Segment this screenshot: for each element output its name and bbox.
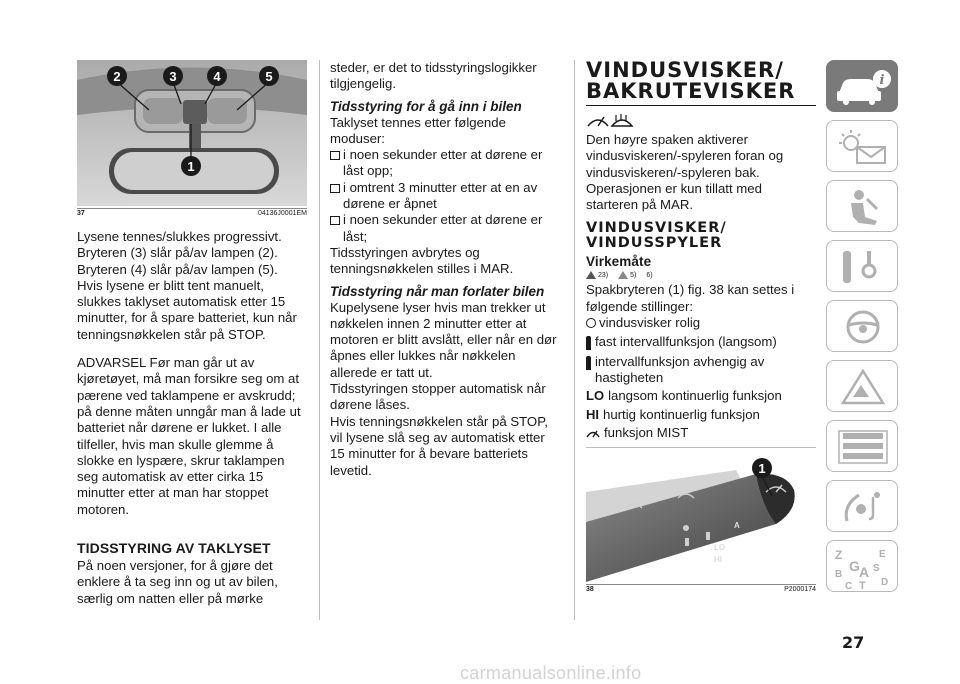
title-rule <box>586 105 816 106</box>
section-heading: VINDUSSPYLER <box>586 235 723 252</box>
watermark: carmanualsonline.info <box>460 663 642 683</box>
figure-37 <box>77 60 307 206</box>
speed-dependent-interval-icon <box>586 356 591 370</box>
index-icon <box>833 547 893 591</box>
service-wrench-icon <box>833 427 893 467</box>
nav-tab-dashboard[interactable] <box>826 120 898 172</box>
warning-triangle-icon <box>833 367 893 407</box>
position-text: intervallfunksjon avhengig av hastigheten <box>595 353 765 385</box>
svg-text:E: E <box>879 549 886 560</box>
warning-paragraph: ADVARSEL Før man går ut av kjøretøyet, må man forsikre seg om at pærene ved taklampene er avskrudd; på denne måten unngår man å lade ut batteriet når dørene er lukket. I alle tilfeller, hvis man skulle glemme å slokke en lyspære, skrur taklampen seg automatisk av etter cirka 15 minutter etter at man har stoppet motoren. <box>77 355 301 517</box>
rear-view-mirror-illustration <box>77 60 307 206</box>
position-text: vindusvisker rolig <box>599 315 701 331</box>
position-item <box>586 388 816 404</box>
stalk-label-hi: HI <box>714 555 722 565</box>
warning-references <box>586 271 816 279</box>
position-item <box>586 407 816 423</box>
paragraph: Bryteren (4) slår på/av lampen (5). <box>77 261 278 277</box>
chapter-title: VINDUSVISKER/ <box>586 58 784 82</box>
position-item <box>586 425 816 441</box>
nav-tab-maintenance[interactable] <box>826 420 898 472</box>
padlock-icon <box>330 216 340 225</box>
paragraph: Kupelysene lyser hvis man trekker ut nøkkelen innen 2 minutter etter at motoren er blitt avslått, eller når en dør åpnes eller lukkes når nøkkelen allerede er tatt ut. <box>330 299 557 380</box>
svg-text:C: C <box>845 581 853 591</box>
nav-tab-driving[interactable] <box>826 300 898 352</box>
list-item <box>330 147 562 180</box>
callout-1: 1 <box>187 159 195 174</box>
nav-tab-multimedia[interactable] <box>826 480 898 532</box>
callout-4: 4 <box>213 69 221 84</box>
steering-wheel-icon <box>833 307 893 347</box>
nav-tab-car-info[interactable] <box>826 60 898 112</box>
warning-ref: 23) <box>586 271 608 279</box>
subheading: Tidsstyring når man forlater bilen <box>330 283 545 299</box>
svg-text:D: D <box>881 577 889 588</box>
paragraph: steder, er det to tidsstyringslogikker tilgjengelig. <box>330 60 537 92</box>
figure-37-caption <box>77 208 307 217</box>
position-item <box>586 315 816 331</box>
svg-text:G: G <box>849 558 860 574</box>
paragraph: På noen versjoner, for å gjøre det enklere å ta seg inn og ut av bilen, særlig om natten eller på mørke <box>77 558 278 606</box>
seat-airbag-icon <box>833 187 893 227</box>
column-middle <box>330 60 562 479</box>
section-heading: TIDSSTYRING AV TAKLYSET <box>77 540 271 557</box>
svg-text:S: S <box>873 563 880 574</box>
page-number: 27 <box>842 633 865 652</box>
column-divider <box>319 60 320 620</box>
subheading: Virkemåte <box>586 254 652 270</box>
figure-number: 38 <box>586 586 594 594</box>
nav-tab-safety[interactable] <box>826 180 898 232</box>
paragraph: Bryteren (3) slår på/av lampen (2). <box>77 245 278 261</box>
lo-symbol: LO <box>586 388 605 404</box>
position-item <box>586 354 816 387</box>
figure-code: 04136J0001EM <box>257 210 307 217</box>
nav-tab-starting[interactable] <box>826 240 898 292</box>
position-text: langsom kontinuerlig funksjon <box>608 388 782 404</box>
subheading: Tidsstyring for å gå inn i bilen <box>330 98 522 114</box>
figure-code: P2000174 <box>784 586 816 594</box>
chapter-title: BAKRUTEVISKER <box>586 79 796 103</box>
separator <box>586 447 816 448</box>
paragraph: Lysene tennes/slukkes progressivt. <box>77 229 282 244</box>
key-icon <box>833 247 893 287</box>
paragraph: Tidsstyringen stopper automatisk når dørene låses. <box>330 381 546 413</box>
svg-text:Z: Z <box>835 548 843 562</box>
nav-tab-index[interactable] <box>826 540 898 592</box>
padlock-icon <box>330 151 340 160</box>
list-item <box>330 180 562 213</box>
position-item <box>586 334 816 350</box>
caution-triangle-icon <box>618 271 628 279</box>
figure-38 <box>586 452 816 582</box>
figure-number: 37 <box>77 210 85 217</box>
svg-text:T: T <box>859 580 866 591</box>
paragraph: Den høyre spaken aktiverer vindusviskeren/-spyleren foran og vindusviskeren/-spyleren bak. <box>586 132 784 180</box>
callout-5: 5 <box>265 69 273 84</box>
column-right <box>586 60 816 593</box>
stalk-label-lo: LO <box>714 543 726 553</box>
svg-text:B: B <box>835 569 843 580</box>
fuel-pump-icon <box>833 487 893 527</box>
warning-triangle-icon <box>586 271 596 279</box>
svg-text:A: A <box>859 564 870 580</box>
warning-ref: 5) <box>618 271 636 279</box>
chapter-nav <box>826 60 900 592</box>
callout-3: 3 <box>169 69 177 84</box>
warning-light-icon <box>833 127 893 167</box>
wiper-stalk-illustration <box>586 452 816 582</box>
position-text: hurtig kontinuerlig funksjon <box>603 406 760 422</box>
hi-symbol: HI <box>586 406 599 422</box>
paragraph: Operasjonen er kun tillatt med starteren på MAR. <box>586 180 762 213</box>
interval-position-icon <box>586 336 591 350</box>
stalk-label-a: A <box>734 521 740 531</box>
column-divider <box>574 60 575 620</box>
callout-1: 1 <box>758 461 766 477</box>
list-item-text: i noen sekunder etter at dørene er låst opp; <box>343 147 543 179</box>
paragraph: Spakbryteren (1) fig. 38 kan settes i følgende stillinger: <box>586 282 795 314</box>
list-item-text: i noen sekunder etter at dørene er låst; <box>343 212 543 244</box>
wiper-symbols-icon <box>586 112 636 130</box>
svg-text:i: i <box>879 73 885 88</box>
paragraph: Taklyset tennes etter følgende moduser: <box>330 114 506 146</box>
paragraph: Hvis tenningsnøkkelen står på STOP, vil lysene slå seg av automatisk etter 15 minutter for å bevare batteriets levetid. <box>330 413 548 478</box>
list-item <box>330 212 562 245</box>
list-item-text: i omtrent 3 minutter etter at en av dørene er åpnet <box>343 179 538 212</box>
figure-38-caption <box>586 584 816 593</box>
padlock-icon <box>330 184 340 193</box>
nav-tab-emergency[interactable] <box>826 360 898 412</box>
off-position-icon <box>586 318 596 328</box>
paragraph: Hvis lysene er blitt tent manuelt, slukkes taklyset automatisk etter 15 minutter, for å spare batteriet, kun når tenningsnøkkelen står på STOP. <box>77 277 297 342</box>
car-info-icon <box>833 67 893 107</box>
position-text: fast intervallfunksjon (langsom) <box>595 334 777 350</box>
position-text: funksjon MIST <box>604 424 689 440</box>
warning-ref: 6) <box>646 271 653 279</box>
section-heading: VINDUSVISKER/ <box>586 220 727 237</box>
mist-wiper-icon <box>586 427 600 439</box>
callout-2: 2 <box>113 69 121 84</box>
column-left <box>77 60 307 607</box>
paragraph: Tidsstyringen avbrytes og tenningsnøkkelen stilles i MAR. <box>330 244 514 277</box>
